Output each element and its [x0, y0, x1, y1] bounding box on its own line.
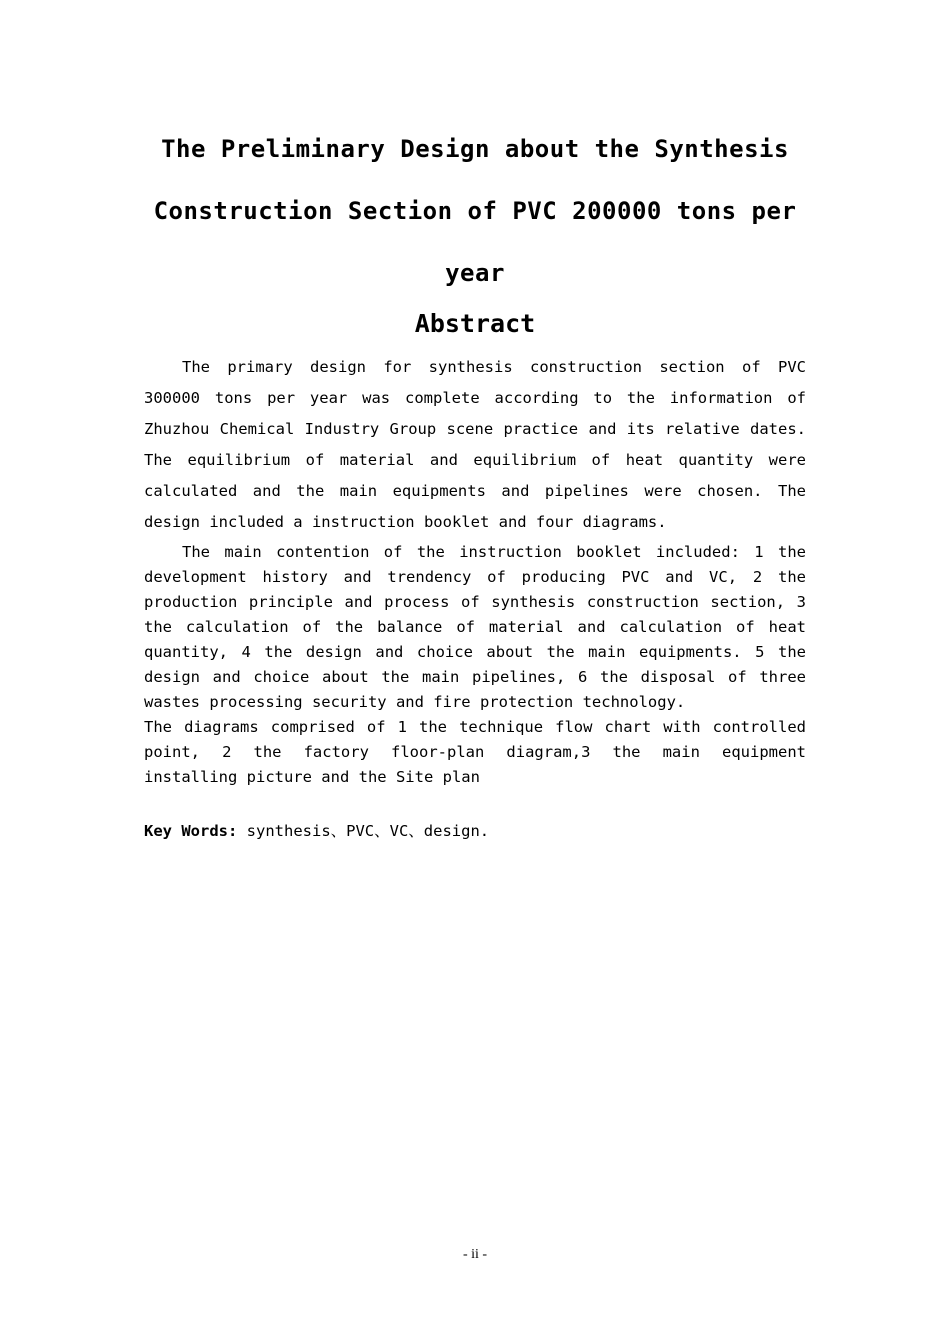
- abstract-paragraph-1: The primary design for synthesis construction section of PVC 300000 tons per year was complete according to the information of Zhuzhou Chemical Industry Group scene practice and its relative dates. The equilibrium of material and equilibrium of heat quantity were calculated and the main equipments and pipelines were chosen. The design included a instruction booklet and four diagrams.: [144, 358, 806, 531]
- abstract-paragraph-2: The main contention of the instruction booklet included: 1 the development history and trendency of producing PVC and VC, 2 the production principle and process of synthesis construction section, 3 the calculation of the balance of material and calculation of heat quantity, 4 the design and choice about the main equipments. 5 the design and choice about the main pipelines, 6 the disposal of three wastes processing security and fire protection technology.: [144, 543, 806, 711]
- title-line-3: year: [445, 259, 505, 287]
- page-number: - ii -: [462, 1247, 488, 1262]
- title-line-1: The Preliminary Design about the Synthesis: [161, 135, 789, 163]
- abstract-paragraph-3: The diagrams comprised of 1 the technique flow chart with controlled point, 2 the factory floor-plan diagram,3 the main equipment installing picture and the Site plan: [144, 718, 806, 786]
- paper-title: [100, 118, 850, 304]
- title-line-2: Construction Section of PVC 200000 tons per: [153, 197, 797, 225]
- abstract-heading: Abstract: [414, 309, 536, 338]
- keywords-label: Key Words:: [144, 822, 238, 840]
- keywords-value: synthesis、PVC、VC、design.: [237, 822, 490, 840]
- keywords-line: [144, 819, 806, 844]
